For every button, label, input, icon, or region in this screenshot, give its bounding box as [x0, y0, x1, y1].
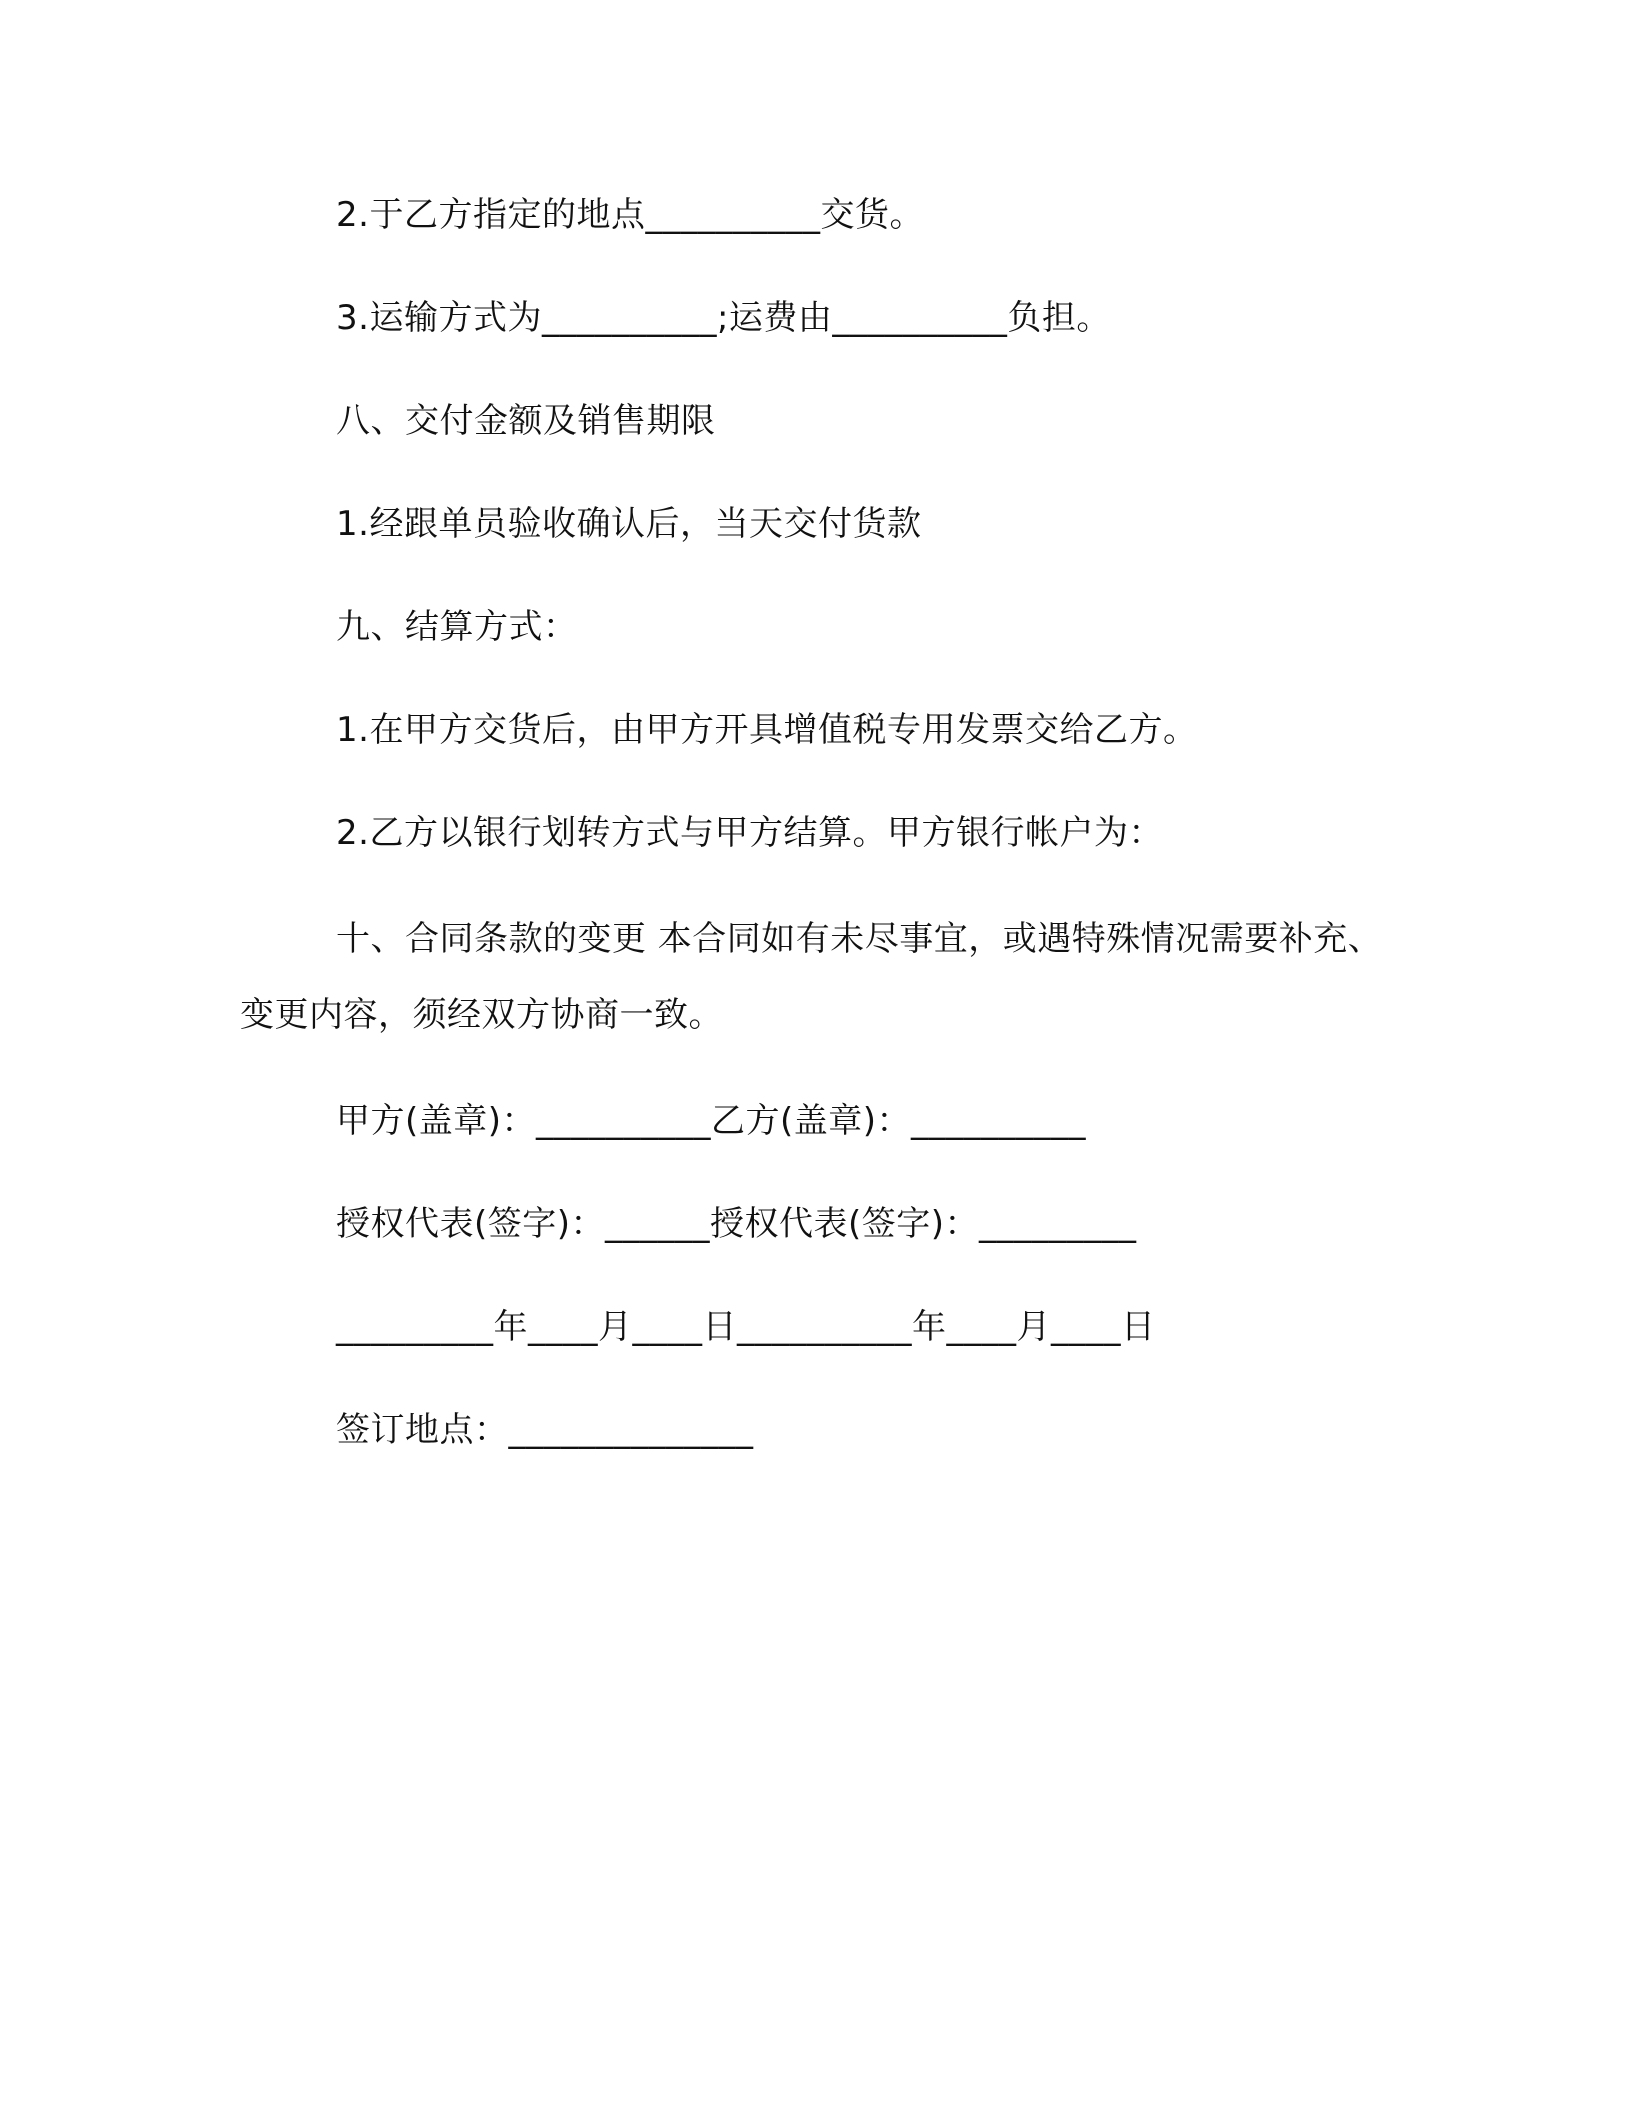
signing-place-line: 签订地点：______________ [336, 1410, 754, 1450]
invoice-line: 1.在甲方交货后，由甲方开具增值税专用发票交给乙方。 [336, 710, 1198, 750]
authorized-rep-line: 授权代表(签字)：______授权代表(签字)：_________ [336, 1204, 1137, 1244]
date-line: _________年____月____日__________年____月____日 [336, 1307, 1156, 1347]
document-body [240, 180, 1390, 1498]
payment-terms-line: 1.经跟单员验收确认后，当天交付货款 [336, 504, 922, 544]
section-10-paragraph: 十、合同条款的变更 本合同如有未尽事宜，或遇特殊情况需要补充、变更内容，须经双方协商一致。 [240, 919, 1383, 1035]
section-9-heading: 九、结算方式： [336, 607, 578, 647]
party-seal-line: 甲方(盖章)：__________乙方(盖章)：__________ [336, 1101, 1087, 1141]
section-8-heading: 八、交付金额及销售期限 [336, 401, 716, 441]
delivery-location-line: 2.于乙方指定的地点__________交货。 [336, 195, 924, 235]
bank-settlement-line: 2.乙方以银行划转方式与甲方结算。甲方银行帐户为： [336, 813, 1163, 853]
transport-method-line: 3.运输方式为__________;运费由__________负担。 [336, 298, 1111, 338]
